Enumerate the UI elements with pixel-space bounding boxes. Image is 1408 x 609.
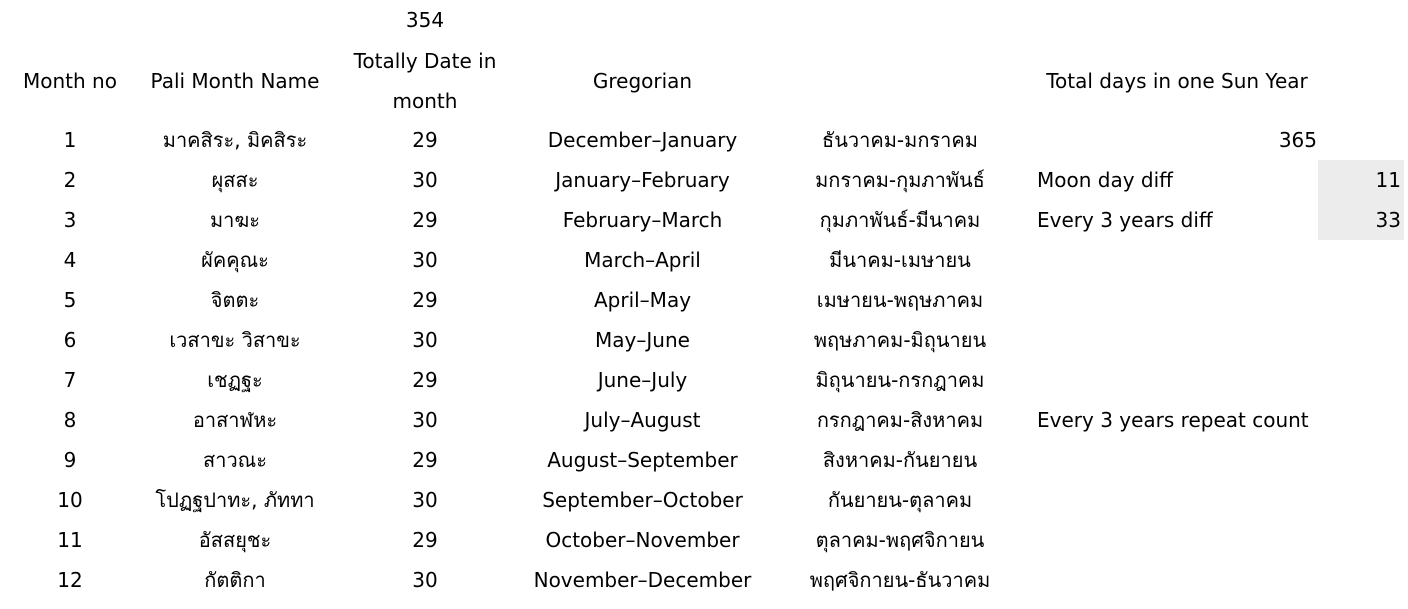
days-cell[interactable]: 30 (412, 168, 438, 192)
thai-month-cell[interactable]: มิถุนายน-กรกฎาคม (815, 368, 985, 392)
gregorian-cell[interactable]: May–June (595, 328, 690, 352)
thai-month-cell[interactable]: เมษายน-พฤษภาคม (816, 288, 984, 312)
gregorian-cell[interactable]: July–August (584, 408, 701, 432)
month-no-cell[interactable]: 8 (63, 408, 77, 432)
month-no-cell[interactable]: 3 (63, 208, 77, 232)
month-no-cell[interactable]: 6 (63, 328, 77, 352)
gregorian-cell[interactable]: September–October (542, 488, 743, 512)
pali-name-cell[interactable]: มาฆะ (210, 208, 260, 232)
thai-month-cell[interactable]: ธันวาคม-มกราคม (822, 128, 978, 152)
gregorian-cell[interactable]: January–February (555, 168, 730, 192)
month-no-cell[interactable]: 4 (63, 248, 77, 272)
header-totally-date-line1[interactable]: Totally Date in (353, 49, 497, 73)
days-cell[interactable]: 29 (412, 448, 438, 472)
header-month-no[interactable]: Month no (23, 69, 117, 93)
gregorian-cell[interactable]: February–March (562, 208, 723, 232)
header-gregorian[interactable]: Gregorian (592, 69, 693, 93)
pali-name-cell[interactable]: เชฏฐะ (207, 368, 263, 392)
gregorian-cell[interactable]: April–May (593, 288, 692, 312)
pali-name-cell[interactable]: โปฏฐปาทะ, ภัททา (155, 488, 315, 512)
pali-name-cell[interactable]: ผุสสะ (211, 168, 259, 192)
pali-name-cell[interactable]: กัตติกา (204, 568, 266, 592)
three-year-diff-label[interactable]: Every 3 years diff (1037, 208, 1213, 232)
gregorian-cell[interactable]: November–December (533, 568, 752, 592)
days-cell[interactable]: 29 (412, 528, 438, 552)
moon-day-diff-value[interactable]: 11 (1318, 160, 1404, 200)
header-totally-date-line2[interactable]: month (392, 89, 458, 113)
pali-name-cell[interactable]: จิตตะ (210, 288, 260, 312)
gregorian-cell[interactable]: October–November (545, 528, 740, 552)
pali-name-cell[interactable]: เวสาขะ วิสาขะ (169, 328, 301, 352)
month-no-cell[interactable]: 10 (57, 488, 83, 512)
pali-name-cell[interactable]: อัสสยุชะ (198, 528, 272, 552)
total-days-value[interactable]: 354 (405, 8, 445, 32)
days-cell[interactable]: 30 (412, 328, 438, 352)
pali-name-cell[interactable]: มาคสิระ, มิคสิระ (162, 128, 308, 152)
gregorian-cell[interactable]: December–January (547, 128, 738, 152)
days-cell[interactable]: 30 (412, 488, 438, 512)
days-cell[interactable]: 30 (412, 408, 438, 432)
thai-month-cell[interactable]: พฤษภาคม-มิถุนายน (813, 328, 987, 352)
gregorian-cell[interactable]: August–September (547, 448, 738, 472)
header-pali-month-name[interactable]: Pali Month Name (150, 69, 320, 93)
month-no-cell[interactable]: 7 (63, 368, 77, 392)
thai-month-cell[interactable]: กรกฎาคม-สิงหาคม (816, 408, 984, 432)
days-cell[interactable]: 30 (412, 568, 438, 592)
month-no-cell[interactable]: 2 (63, 168, 77, 192)
month-no-cell[interactable]: 1 (63, 128, 77, 152)
days-cell[interactable]: 30 (412, 248, 438, 272)
thai-month-cell[interactable]: กันยายน-ตุลาคม (827, 488, 973, 512)
repeat-count-label[interactable]: Every 3 years repeat count (1037, 408, 1309, 432)
days-cell[interactable]: 29 (412, 208, 438, 232)
thai-month-cell[interactable]: พฤศจิกายน-ธันวาคม (809, 568, 991, 592)
moon-day-diff-label[interactable]: Moon day diff (1037, 168, 1173, 192)
month-no-cell[interactable]: 5 (63, 288, 77, 312)
month-no-cell[interactable]: 11 (57, 528, 83, 552)
thai-month-cell[interactable]: สิงหาคม-กันยายน (822, 448, 978, 472)
gregorian-cell[interactable]: March–April (584, 248, 701, 272)
pali-name-cell[interactable]: อาสาฬหะ (192, 408, 278, 432)
month-no-cell[interactable]: 9 (63, 448, 77, 472)
thai-month-cell[interactable]: กุมภาพันธ์-มีนาคม (819, 208, 981, 232)
gregorian-cell[interactable]: June–July (597, 368, 688, 392)
thai-month-cell[interactable]: มกราคม-กุมภาพันธ์ (815, 168, 985, 192)
days-cell[interactable]: 29 (412, 128, 438, 152)
thai-month-cell[interactable]: มีนาคม-เมษายน (829, 248, 971, 272)
sun-year-days-value[interactable]: 365 (1278, 128, 1317, 152)
month-no-cell[interactable]: 12 (57, 568, 83, 592)
days-cell[interactable]: 29 (412, 368, 438, 392)
header-total-days-sun-year[interactable]: Total days in one Sun Year (1046, 69, 1308, 93)
thai-month-cell[interactable]: ตุลาคม-พฤศจิกายน (815, 528, 985, 552)
days-cell[interactable]: 29 (412, 288, 438, 312)
three-year-diff-value[interactable]: 33 (1318, 200, 1404, 240)
pali-name-cell[interactable]: สาวณะ (203, 448, 267, 472)
pali-name-cell[interactable]: ผัคคุณะ (201, 248, 269, 272)
